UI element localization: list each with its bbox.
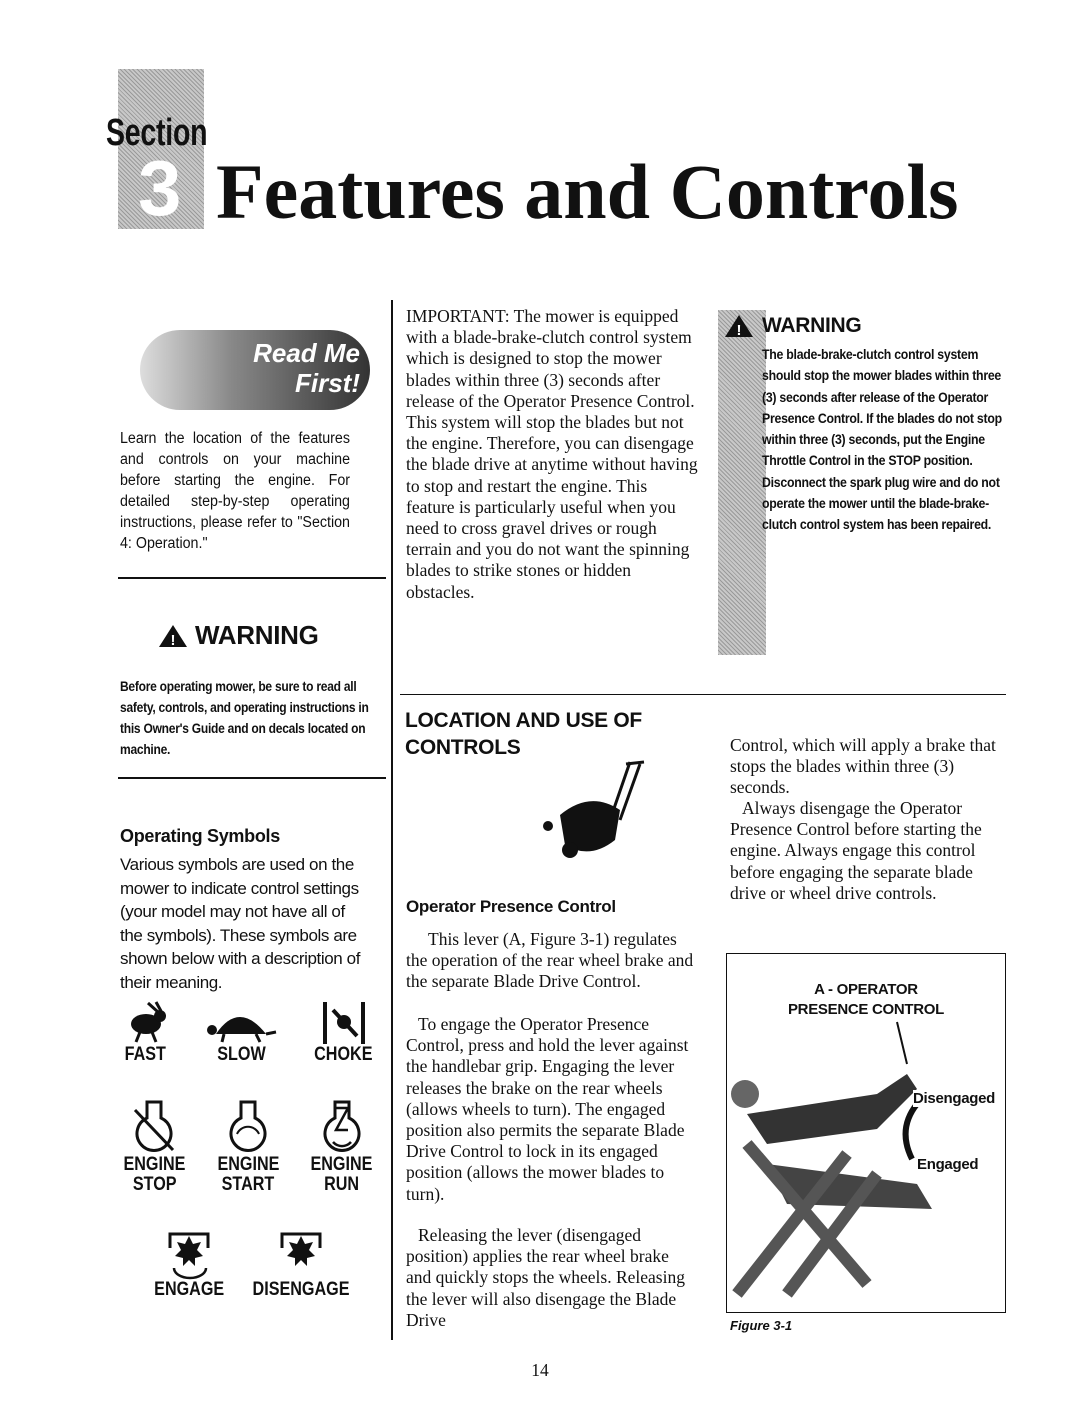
read-me-badge: Read Me First! bbox=[140, 330, 370, 410]
engage-symbol: ENGAGE bbox=[148, 1230, 230, 1300]
divider bbox=[118, 777, 386, 779]
slow-symbol: SLOW bbox=[204, 1000, 279, 1065]
operating-symbols-heading: Operating Symbols bbox=[120, 826, 280, 846]
important-text: IMPORTANT: The mower is equipped with a blade-brake-clutch control system which is designed to stop the mower blades within three (3) seconds after release of the Operator Presence Control. This system will stop the blades but not the engine. Therefore, you can disengage the blade drive at anytime without having to stop and restart the engine. This feature is particularly useful when you need to cross gravel drives or rough terrain and you do not want the spinning blades to strike stones or hidden obstacles. bbox=[406, 306, 698, 602]
right-paragraph-1: Control, which will apply a brake that stops the blades within three (3) seconds. bbox=[730, 735, 996, 798]
read-me-text: Learn the location of the features and controls on your machine before starting the engine. For detailed step-by-step operating instructions, please refer to "Section 4: Operation." bbox=[120, 430, 350, 552]
warning-icon bbox=[158, 624, 188, 653]
mower-icon bbox=[520, 760, 680, 875]
warning-text: The blade-brake-clutch control system should stop the mower blades within three (3) seconds after release of the Operator Presence Control. If the blades do not stop within three (3) seconds, put the Engine Throttle Control in the STOP position. Disconnect the spark plug wire and do not operate the mower until the blade-brake-clutch control system has been repaired. bbox=[762, 346, 1002, 533]
turtle-icon bbox=[204, 1000, 279, 1045]
opc-paragraph-2: To engage the Operator Presence Control, press and hold the lever against the handlebar grip. Engaging the lever releases the brake on the rear wheels (allows wheels to turn). The engaged position also permits the separate Blade Drive Control to lock in its engaged position (allows the mower blades to turn). bbox=[406, 1014, 689, 1204]
engine-start-symbol: ENGINE START bbox=[212, 1100, 285, 1195]
divider bbox=[118, 577, 386, 579]
right-paragraph-2: Always disengage the Operator Presence Control before starting the engine. Always engage this control before engaging the separate blade drive or wheel drive controls. bbox=[730, 798, 982, 903]
location-heading: LOCATION AND USE OF CONTROLS bbox=[405, 709, 642, 759]
symbols-row-1 bbox=[118, 1000, 378, 1065]
opc-paragraph-1: This lever (A, Figure 3-1) regulates the operation of the rear wheel brake and the separate Blade Drive Control. bbox=[406, 929, 694, 992]
engine-stop-symbol: ENGINE STOP bbox=[118, 1100, 191, 1195]
rabbit-icon bbox=[118, 1000, 173, 1045]
svg-text:!: ! bbox=[170, 632, 176, 648]
disengaged-label: Disengaged bbox=[913, 1090, 996, 1107]
figure-caption: Figure 3-1 bbox=[730, 1318, 793, 1333]
fast-symbol: FAST bbox=[118, 1000, 173, 1065]
engine-run-symbol: ENGINE RUN bbox=[305, 1100, 378, 1195]
disengage-symbol: DISENGAGE bbox=[244, 1230, 358, 1300]
warning-title: WARNING bbox=[195, 620, 319, 650]
symbols-row-3 bbox=[148, 1230, 358, 1300]
warning-icon bbox=[724, 314, 754, 343]
warning-text: Before operating mower, be sure to read all safety, controls, and operating instructions in this Owner's Guide and on decals located on machine. bbox=[120, 678, 369, 757]
section-label: Section bbox=[106, 112, 208, 154]
engine-run-icon bbox=[317, 1100, 367, 1155]
engine-stop-icon bbox=[129, 1100, 179, 1155]
opc-paragraph-3: Releasing the lever (disengaged position) applies the rear wheel brake and quickly stops the wheels. Releasing the lever will also disengage the Blade Drive bbox=[406, 1225, 685, 1330]
warning-title: WARNING bbox=[762, 314, 862, 337]
page-title: Features and Controls bbox=[216, 148, 959, 235]
section-number: 3 bbox=[138, 144, 182, 232]
lever-illustration bbox=[727, 954, 1005, 1312]
operating-symbols-text: Various symbols are used on the mower to indicate control settings (your model may not have all of the symbols). These symbols are shown below with a description of their meaning. bbox=[120, 855, 361, 992]
engage-icon bbox=[166, 1230, 212, 1280]
divider bbox=[400, 694, 1006, 695]
choke-symbol: CHOKE bbox=[309, 1000, 378, 1065]
figure-3-1 bbox=[726, 953, 1006, 1313]
choke-icon bbox=[319, 1000, 369, 1045]
symbols-row-2 bbox=[118, 1100, 378, 1195]
disengage-icon bbox=[278, 1230, 324, 1280]
page-number: 14 bbox=[531, 1360, 549, 1380]
column-divider bbox=[391, 300, 393, 1340]
engaged-label: Engaged bbox=[917, 1156, 979, 1173]
opc-heading: Operator Presence Control bbox=[406, 897, 616, 916]
figure-label: A - OPERATOR PRESENCE CONTROL bbox=[787, 981, 945, 1018]
svg-text:!: ! bbox=[736, 322, 742, 338]
engine-start-icon bbox=[223, 1100, 273, 1155]
warning-gray-bar bbox=[718, 310, 766, 655]
